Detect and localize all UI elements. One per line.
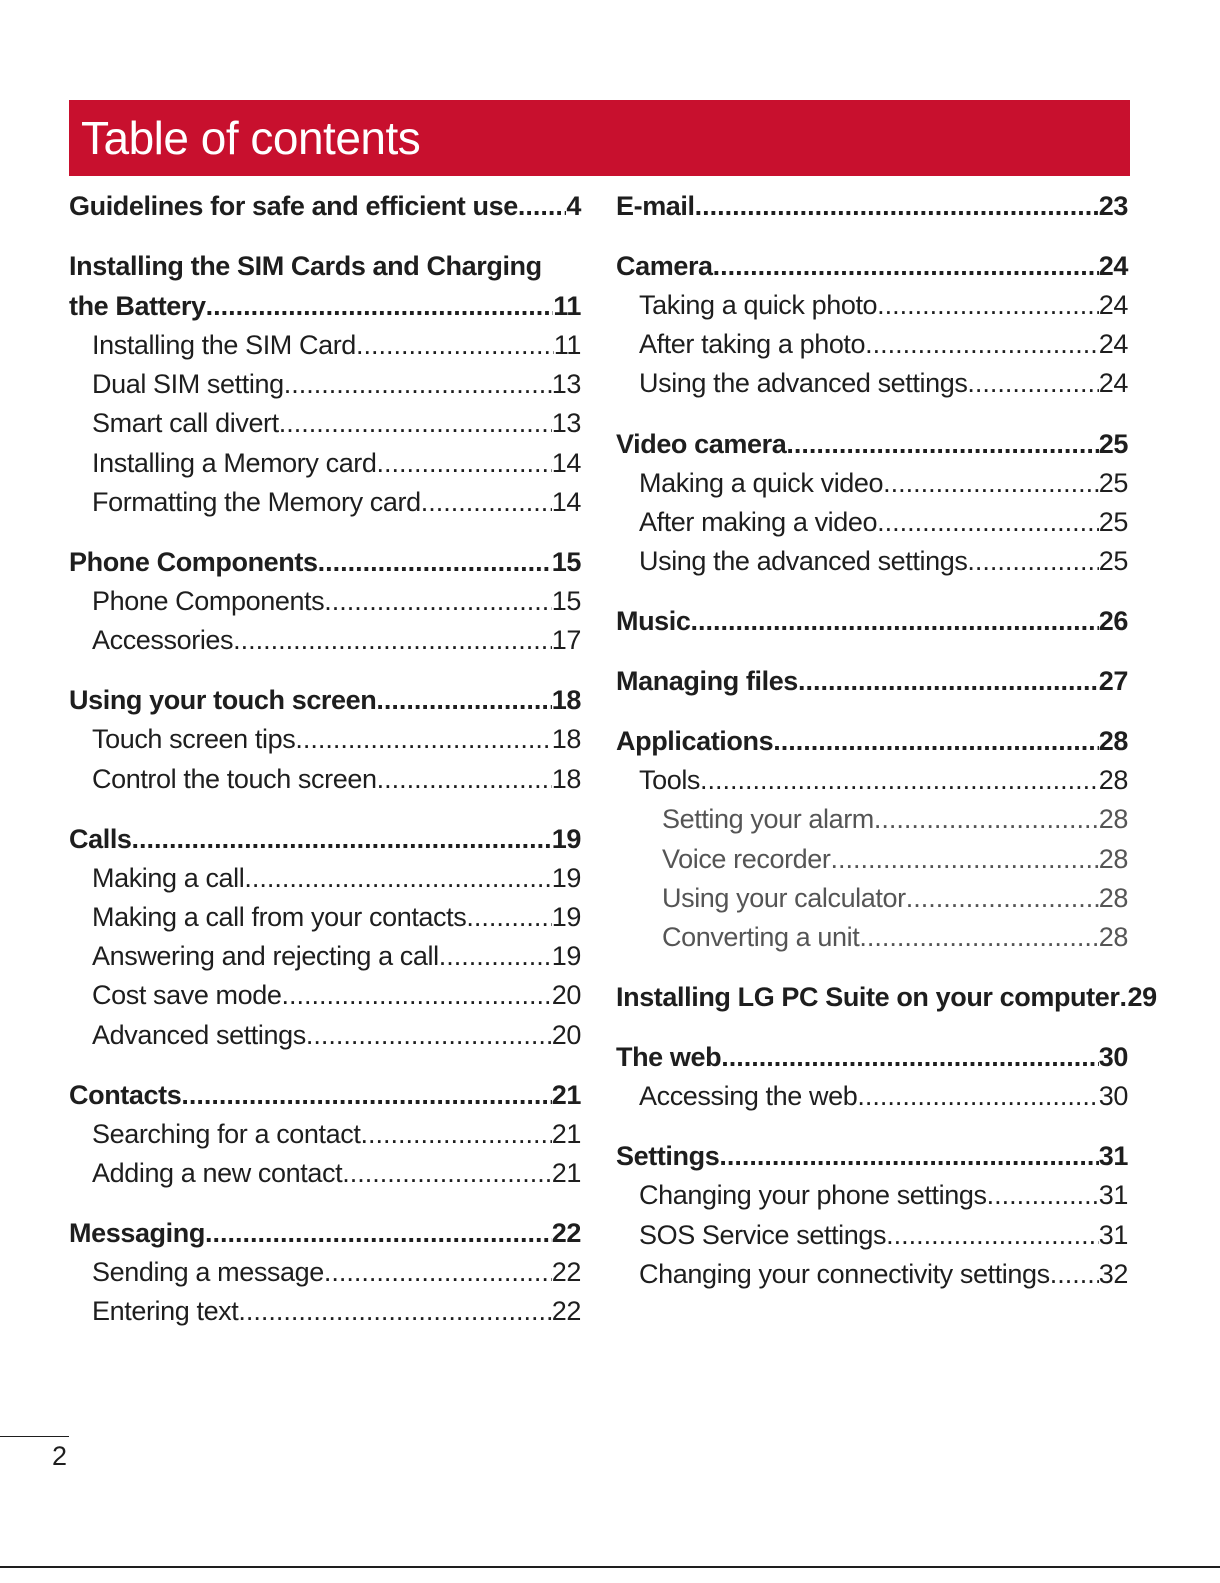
toc-entry-label: Smart call divert xyxy=(92,408,279,439)
toc-item[interactable] xyxy=(69,1154,581,1193)
toc-heading[interactable] xyxy=(69,819,581,859)
dot-leader xyxy=(181,1075,551,1115)
toc-entry-label: Making a quick video xyxy=(639,467,884,498)
toc-item[interactable] xyxy=(69,444,581,483)
toc-section-guidelines-for-safe-and-efficient-use xyxy=(69,186,581,226)
dot-leader xyxy=(518,186,567,226)
toc-page-number: 13 xyxy=(551,369,581,400)
toc-item[interactable] xyxy=(69,720,581,759)
toc-item[interactable] xyxy=(616,1255,1128,1294)
toc-item[interactable] xyxy=(616,1176,1128,1215)
toc-entry-label: Using your touch screen xyxy=(69,685,377,716)
dot-leader xyxy=(295,720,551,759)
toc-page-number: 20 xyxy=(551,980,581,1011)
dot-leader xyxy=(967,542,1098,581)
toc-heading[interactable] xyxy=(69,680,581,720)
toc-entry-label: Voice recorder xyxy=(662,843,831,874)
toc-item[interactable] xyxy=(616,325,1128,364)
toc-entry-label: Managing files xyxy=(616,666,798,697)
toc-page-number: 28 xyxy=(1098,804,1128,835)
toc-right-column xyxy=(616,186,1157,1294)
toc-item[interactable] xyxy=(69,582,581,621)
toc-entry-label: Messaging xyxy=(69,1218,205,1249)
toc-section-phone-components xyxy=(69,542,581,660)
toc-entry-label: Phone Components xyxy=(69,547,318,578)
toc-entry-label: Installing the SIM Card xyxy=(92,330,356,360)
toc-entry-label: Entering text xyxy=(92,1296,239,1327)
toc-item[interactable] xyxy=(616,364,1128,403)
toc-entry-label: Tools xyxy=(639,765,701,796)
toc-page-number: 32 xyxy=(1098,1258,1128,1289)
toc-page-number: 21 xyxy=(551,1079,581,1110)
toc-section-music xyxy=(616,601,1128,641)
toc-page-number: 28 xyxy=(1098,882,1128,913)
dot-leader xyxy=(279,404,552,443)
dot-leader xyxy=(1050,1255,1099,1294)
toc-page-number: 30 xyxy=(1098,1042,1128,1073)
toc-item[interactable] xyxy=(616,761,1128,800)
toc-item[interactable] xyxy=(69,859,581,898)
toc-page-number: 24 xyxy=(1098,329,1128,360)
toc-entry-label: the Battery xyxy=(69,291,206,321)
toc-page-number: 27 xyxy=(1098,666,1128,697)
toc-item[interactable] xyxy=(69,1016,581,1055)
toc-page-number: 11 xyxy=(553,330,581,360)
bottom-rule xyxy=(0,1566,1220,1568)
toc-page-number: 20 xyxy=(551,1019,581,1050)
dot-leader xyxy=(719,1136,1098,1176)
toc-heading[interactable] xyxy=(616,246,1128,286)
toc-entry-label: Making a call xyxy=(92,862,245,893)
toc-section-calls xyxy=(69,819,581,1055)
toc-entry-label: Using the advanced settings xyxy=(639,546,968,577)
toc-heading[interactable] xyxy=(69,286,581,326)
toc-page-number: 30 xyxy=(1098,1081,1128,1112)
toc-heading[interactable] xyxy=(616,1037,1128,1077)
toc-heading[interactable] xyxy=(69,542,581,582)
toc-page-number: 19 xyxy=(551,823,581,854)
toc-item[interactable] xyxy=(616,879,1128,918)
dot-leader xyxy=(877,286,1099,325)
toc-entry-label: Formatting the Memory card xyxy=(92,486,421,517)
toc-item[interactable] xyxy=(69,1115,581,1154)
toc-entry-label: Music xyxy=(616,606,691,637)
toc-item[interactable] xyxy=(69,483,581,522)
dot-leader xyxy=(206,286,554,326)
toc-entry-label: Calls xyxy=(69,823,132,854)
toc-page-number: 13 xyxy=(551,408,581,439)
toc-entry-label: Cost save mode xyxy=(92,980,282,1011)
toc-heading-line[interactable]: Installing the SIM Cards and Charging xyxy=(69,251,542,281)
toc-page-number: 19 xyxy=(551,862,581,893)
toc-item[interactable] xyxy=(69,1292,581,1331)
toc-item[interactable] xyxy=(69,404,581,443)
toc-page-number: 25 xyxy=(1098,467,1128,498)
toc-heading[interactable] xyxy=(616,186,1128,226)
toc-page-number: 22 xyxy=(551,1296,581,1327)
toc-item[interactable] xyxy=(69,937,581,976)
dot-leader xyxy=(700,761,1099,800)
toc-section-installing-lg-pc-suite-on-your-computer xyxy=(616,977,1157,1017)
toc-page-number: 24 xyxy=(1098,368,1128,399)
dot-leader xyxy=(874,800,1099,839)
dot-leader xyxy=(987,1176,1099,1215)
toc-page-number: 28 xyxy=(1098,922,1128,953)
dot-leader xyxy=(318,542,552,582)
dot-leader xyxy=(324,1253,552,1292)
toc-item[interactable] xyxy=(616,840,1128,879)
footer-rule xyxy=(0,1436,69,1437)
toc-entry-label: Changing your connectivity settings xyxy=(639,1258,1050,1289)
toc-entry-label: Searching for a contact xyxy=(92,1118,361,1149)
dot-leader xyxy=(883,464,1099,503)
toc-entry-label: Accessories xyxy=(92,625,234,656)
toc-entry-label: Touch screen tips xyxy=(92,724,296,755)
page-title: Table of contents xyxy=(81,112,421,164)
toc-entry-label: Dual SIM setting xyxy=(92,369,284,400)
toc-entry-label: Guidelines for safe and efficient use xyxy=(69,191,518,221)
toc-section-contacts xyxy=(69,1075,581,1193)
dot-leader xyxy=(906,879,1099,918)
toc-page-number: 14 xyxy=(551,447,581,478)
dot-leader xyxy=(439,937,552,976)
dot-leader xyxy=(773,721,1099,761)
toc-entry-label: Video camera xyxy=(616,428,787,459)
dot-leader xyxy=(282,976,552,1015)
toc-page-number: 21 xyxy=(551,1158,581,1189)
dot-leader xyxy=(421,483,552,522)
toc-page-number: 18 xyxy=(551,685,581,716)
dot-leader xyxy=(798,661,1099,701)
toc-section-video-camera xyxy=(616,424,1128,582)
dot-leader xyxy=(377,760,552,799)
dot-leader xyxy=(284,365,552,404)
dot-leader xyxy=(244,859,551,898)
dot-leader xyxy=(859,918,1098,957)
toc-page-number: 11 xyxy=(553,291,581,321)
toc-entry-label: After making a video xyxy=(639,506,878,537)
toc-item[interactable] xyxy=(616,286,1128,325)
toc-entry-label: Camera xyxy=(616,251,713,281)
toc-heading[interactable] xyxy=(69,1213,581,1253)
toc-section-installing-the-sim-cards-and-charging xyxy=(69,246,581,522)
toc-entry-label: After taking a photo xyxy=(639,329,866,360)
toc-item[interactable] xyxy=(69,898,581,937)
toc-entry-label: Phone Components xyxy=(92,586,325,617)
toc-page-number: 14 xyxy=(551,486,581,517)
dot-leader xyxy=(713,246,1099,286)
toc-page-number: 24 xyxy=(1098,251,1128,281)
toc-section-camera xyxy=(616,246,1128,404)
toc-page-number: 25 xyxy=(1098,428,1128,459)
toc-page-number: 25 xyxy=(1098,506,1128,537)
toc-page-number: 19 xyxy=(551,941,581,972)
toc-page-number: 24 xyxy=(1098,290,1128,320)
dot-leader xyxy=(360,1115,551,1154)
toc-section-e-mail xyxy=(616,186,1128,226)
dot-leader xyxy=(238,1292,551,1331)
toc-page-number: 31 xyxy=(1098,1141,1128,1172)
toc-page-number: 18 xyxy=(551,763,581,794)
dot-leader xyxy=(1119,977,1127,1017)
toc-entry-label: Changing your phone settings xyxy=(639,1180,987,1211)
toc-heading[interactable] xyxy=(616,424,1128,464)
dot-leader xyxy=(233,621,552,660)
toc-item[interactable] xyxy=(69,621,581,660)
toc-page-number: 15 xyxy=(551,586,581,617)
toc-item[interactable] xyxy=(616,503,1128,542)
toc-entry-label: Setting your alarm xyxy=(662,804,874,835)
toc-entry-label: Making a call from your contacts xyxy=(92,902,467,933)
toc-page-number: 17 xyxy=(551,625,581,656)
toc-item[interactable] xyxy=(69,760,581,799)
toc-entry-label: E-mail xyxy=(616,191,695,221)
toc-page-number: 18 xyxy=(551,724,581,755)
toc-entry-label: Control the touch screen xyxy=(92,763,377,794)
toc-entry-label: Converting a unit xyxy=(662,922,860,953)
toc-heading[interactable] xyxy=(69,1075,581,1115)
toc-heading[interactable] xyxy=(616,977,1157,1017)
dot-leader xyxy=(356,326,554,365)
dot-leader xyxy=(831,840,1099,879)
dot-leader xyxy=(857,1077,1098,1116)
toc-page-number: 21 xyxy=(551,1118,581,1149)
toc-item[interactable] xyxy=(616,464,1128,503)
toc-entry-label: Accessing the web xyxy=(639,1081,858,1112)
toc-left-column xyxy=(69,186,581,1332)
toc-item[interactable] xyxy=(616,1077,1128,1116)
toc-heading[interactable] xyxy=(616,1136,1128,1176)
toc-section-using-your-touch-screen xyxy=(69,680,581,798)
toc-item[interactable] xyxy=(69,976,581,1015)
toc-heading[interactable] xyxy=(616,661,1128,701)
toc-page-number: 26 xyxy=(1098,606,1128,637)
toc-item[interactable] xyxy=(616,918,1128,957)
toc-item[interactable] xyxy=(616,800,1128,839)
page-number: 2 xyxy=(52,1441,68,1471)
title-bar xyxy=(69,100,1130,176)
toc-item[interactable] xyxy=(69,326,581,365)
dot-leader xyxy=(306,1016,552,1055)
toc-page-number: 15 xyxy=(551,547,581,578)
toc-entry-label: Sending a message xyxy=(92,1257,324,1288)
toc-heading[interactable] xyxy=(616,601,1128,641)
toc-entry-label: The web xyxy=(616,1042,722,1073)
toc-entry-label: Taking a quick photo xyxy=(639,290,878,320)
toc-heading[interactable] xyxy=(616,721,1128,761)
toc-entry-label: Answering and rejecting a call xyxy=(92,941,439,972)
toc-entry-label: Using your calculator xyxy=(662,882,906,913)
toc-section-settings xyxy=(616,1136,1128,1294)
toc-page-number: 31 xyxy=(1098,1219,1128,1250)
toc-page-number: 22 xyxy=(551,1257,581,1288)
dot-leader xyxy=(886,1216,1099,1255)
toc-section-the-web xyxy=(616,1037,1128,1116)
dot-leader xyxy=(786,424,1098,464)
toc-page-number: 25 xyxy=(1098,546,1128,577)
dot-leader xyxy=(865,325,1099,364)
toc-entry-label: Contacts xyxy=(69,1079,182,1110)
toc-page-number: 28 xyxy=(1098,726,1128,757)
toc-section-messaging xyxy=(69,1213,581,1331)
toc-entry-label: Installing a Memory card xyxy=(92,447,377,478)
dot-leader xyxy=(376,680,551,720)
toc-page-number: 28 xyxy=(1098,843,1128,874)
toc-entry-label: SOS Service settings xyxy=(639,1219,887,1250)
toc-page-number: 28 xyxy=(1098,765,1128,796)
toc-page-number: 22 xyxy=(551,1218,581,1249)
dot-leader xyxy=(466,898,551,937)
toc-page-number: 4 xyxy=(566,191,581,221)
toc-page-number: 31 xyxy=(1098,1180,1128,1211)
dot-leader xyxy=(691,601,1099,641)
toc-page-number: 19 xyxy=(551,902,581,933)
dot-leader xyxy=(324,582,552,621)
toc-entry-label: Adding a new contact xyxy=(92,1158,343,1189)
toc-entry-label: Advanced settings xyxy=(92,1019,306,1050)
toc-entry-label: Installing LG PC Suite on your computer xyxy=(616,982,1120,1013)
dot-leader xyxy=(132,819,552,859)
dot-leader xyxy=(721,1037,1099,1077)
toc-entry-label: Using the advanced settings xyxy=(639,368,968,399)
toc-entry-label: Settings xyxy=(616,1141,720,1172)
dot-leader xyxy=(877,503,1099,542)
toc-item[interactable] xyxy=(616,1216,1128,1255)
toc-item[interactable] xyxy=(69,365,581,404)
toc-section-applications xyxy=(616,721,1128,957)
toc-entry-label: Applications xyxy=(616,726,774,757)
dot-leader xyxy=(342,1154,552,1193)
dot-leader xyxy=(377,444,552,483)
toc-item[interactable] xyxy=(69,1253,581,1292)
toc-page-number: 29 xyxy=(1127,982,1157,1013)
toc-heading[interactable] xyxy=(69,186,581,226)
toc-page-number: 23 xyxy=(1098,191,1128,221)
dot-leader xyxy=(967,364,1098,403)
toc-section-managing-files xyxy=(616,661,1128,701)
dot-leader xyxy=(205,1213,552,1253)
toc-item[interactable] xyxy=(616,542,1128,581)
dot-leader xyxy=(695,186,1099,226)
